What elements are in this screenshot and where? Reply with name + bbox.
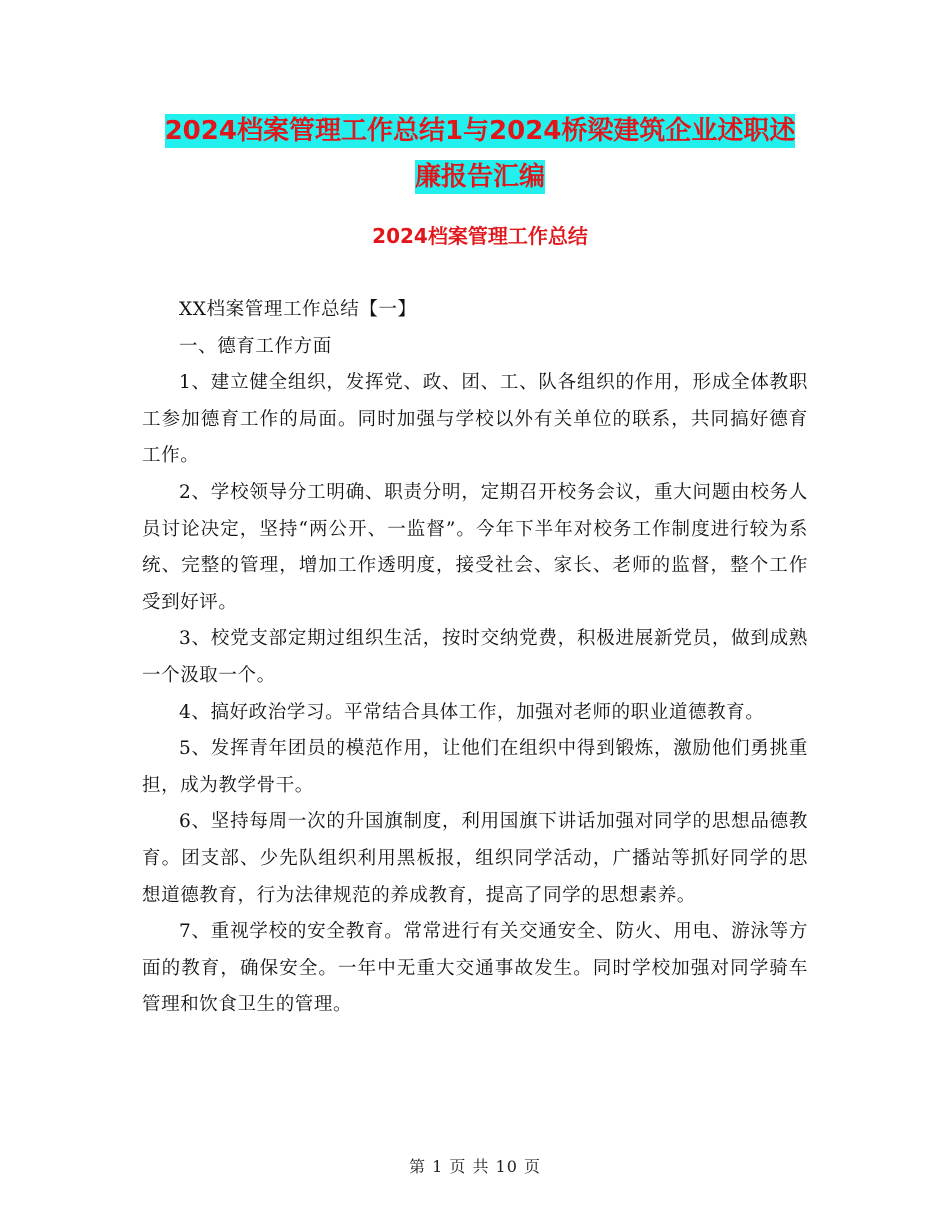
paragraph: 2、学校领导分工明确、职责分明，定期召开校务会议，重大问题由校务人员讨论决定，坚持“两公开、一监督”。今年下半年对校务工作制度进行较为系统、完整的管理，增加工作透明度，接受社会、家长、老师的监督，整个工作受到好评。 — [142, 481, 808, 613]
paragraph: 1、建立健全组织，发挥党、政、团、工、队各组织的作用，形成全体教职工参加德育工作的局面。同时加强与学校以外有关单位的联系，共同搞好德育工作。 — [142, 372, 808, 467]
paragraph: 6、坚持每周一次的升国旗制度，利用国旗下讲话加强对同学的思想品德教育。团支部、少先队组织利用黑板报，组织同学活动，广播站等抓好同学的思想道德教育，行为法律规范的养成教育，提高了同学的思想素养。 — [142, 811, 808, 906]
paragraph: 5、发挥青年团员的模范作用，让他们在组织中得到锻炼，激励他们勇挑重担，成为教学骨干。 — [142, 738, 808, 796]
paragraph: 3、校党支部定期过组织生活，按时交纳党费，积极进展新党员，做到成熟一个汲取一个。 — [142, 628, 808, 686]
paragraph-subtitle: XX档案管理工作总结【一】 — [179, 299, 417, 320]
section-title: 2024档案管理工作总结 — [372, 224, 588, 248]
document-body — [142, 292, 808, 1024]
page-footer: 第 1 页 共 10 页 — [409, 1157, 541, 1176]
title-line-2: 廉报告汇编 — [414, 162, 545, 192]
title-line-1: 2024档案管理工作总结1与2024桥梁建筑企业述职述 — [164, 116, 796, 146]
paragraph: 4、搞好政治学习。平常结合具体工作，加强对老师的职业道德教育。 — [179, 701, 765, 723]
paragraph: 7、重视学校的安全教育。常常进行有关交通安全、防火、用电、游泳等方面的教育，确保安全。一年中无重大交通事故发生。同时学校加强对同学骑车管理和饮食卫生的管理。 — [142, 921, 808, 1016]
document-title — [140, 108, 820, 200]
paragraph-heading: 一、德育工作方面 — [179, 335, 332, 357]
